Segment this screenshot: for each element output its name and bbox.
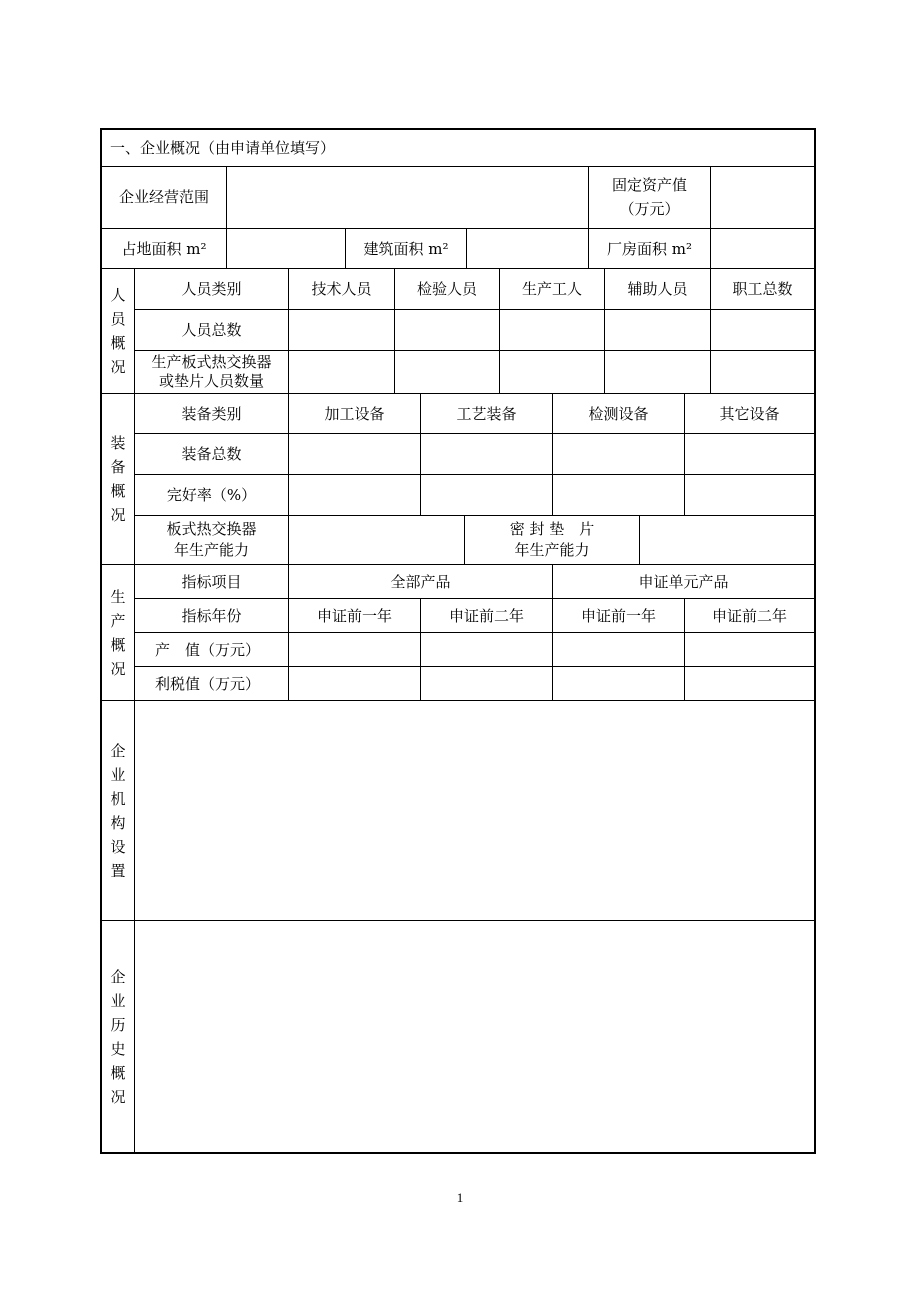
side-char: 况 bbox=[110, 1087, 126, 1106]
input-cell[interactable] bbox=[421, 434, 552, 474]
capacity-gasket-field[interactable] bbox=[640, 516, 814, 564]
input-cell[interactable] bbox=[685, 475, 814, 515]
profit-tax-label: 利税值（万元） bbox=[155, 674, 261, 693]
year-header: 申证前一年 bbox=[580, 606, 656, 625]
equipment-header-processing: 加工设备 bbox=[324, 404, 385, 423]
input-cell[interactable] bbox=[395, 351, 499, 393]
input-cell[interactable] bbox=[605, 351, 710, 393]
input-cell[interactable] bbox=[553, 667, 684, 700]
fixed-assets-label-line2: （万元） bbox=[619, 200, 680, 218]
input-cell[interactable] bbox=[553, 475, 684, 515]
personnel-header-production: 生产工人 bbox=[521, 280, 582, 298]
side-char: 历 bbox=[110, 1015, 126, 1034]
capacity-gasket-label-line2: 年生产能力 bbox=[514, 541, 590, 559]
input-cell[interactable] bbox=[685, 667, 814, 700]
equipment-header-process: 工艺装备 bbox=[456, 404, 517, 423]
personnel-header-technical: 技术人员 bbox=[311, 280, 372, 298]
year-header: 申证前二年 bbox=[448, 606, 524, 625]
capacity-gasket-label bbox=[465, 516, 639, 564]
side-char: 概 bbox=[110, 1063, 126, 1082]
side-char: 生 bbox=[110, 587, 126, 606]
fixed-assets-label-line1: 固定资产值 bbox=[611, 176, 687, 194]
side-char: 概 bbox=[110, 334, 126, 352]
capacity-hx-label-line2: 年生产能力 bbox=[173, 541, 249, 559]
personnel-header-inspection: 检验人员 bbox=[416, 280, 477, 298]
side-char: 概 bbox=[110, 635, 126, 654]
personnel-plate-label-line1: 生产板式热交换器 bbox=[151, 353, 272, 371]
indicator-year-label: 指标年份 bbox=[181, 606, 242, 625]
input-cell[interactable] bbox=[421, 475, 552, 515]
side-char: 机 bbox=[110, 789, 126, 808]
year-header: 申证前一年 bbox=[316, 606, 392, 625]
business-scope-label: 企业经营范围 bbox=[118, 188, 209, 206]
output-value-label: 产 值（万元） bbox=[155, 640, 261, 659]
input-cell[interactable] bbox=[685, 434, 814, 474]
land-area-field[interactable] bbox=[227, 229, 345, 268]
equipment-header-testing: 检测设备 bbox=[588, 404, 649, 423]
production-side-label bbox=[102, 565, 134, 700]
side-char: 产 bbox=[110, 611, 126, 630]
input-cell[interactable] bbox=[395, 310, 499, 350]
organization-side-label bbox=[102, 701, 134, 920]
side-char: 史 bbox=[110, 1039, 126, 1058]
input-cell[interactable] bbox=[500, 310, 604, 350]
section-title: 一、企业概况（由申请单位填写） bbox=[110, 139, 336, 157]
side-char: 况 bbox=[110, 358, 126, 376]
side-char: 业 bbox=[110, 765, 126, 784]
organization-field[interactable] bbox=[135, 701, 814, 920]
side-char: 设 bbox=[110, 837, 126, 856]
personnel-plate-label bbox=[135, 351, 288, 393]
personnel-header-total-staff: 职工总数 bbox=[732, 280, 793, 298]
capacity-hx-field[interactable] bbox=[289, 516, 464, 564]
cert-unit-products-label: 申证单元产品 bbox=[638, 572, 729, 591]
input-cell[interactable] bbox=[500, 351, 604, 393]
input-cell[interactable] bbox=[421, 633, 552, 666]
year-header: 申证前二年 bbox=[711, 606, 787, 625]
enterprise-overview-form bbox=[100, 128, 816, 1154]
land-area-label: 占地面积 m² bbox=[121, 239, 207, 258]
fixed-assets-label bbox=[589, 166, 710, 228]
building-area-label: 建筑面积 m² bbox=[363, 239, 449, 258]
personnel-header-category: 人员类别 bbox=[181, 280, 242, 298]
side-char: 置 bbox=[110, 861, 126, 880]
equipment-rate-label: 完好率（%） bbox=[166, 486, 257, 504]
indicator-item-label: 指标项目 bbox=[181, 572, 242, 591]
capacity-gasket-label-line1: 密 封 垫 片 bbox=[509, 520, 595, 538]
input-cell[interactable] bbox=[289, 351, 394, 393]
input-cell[interactable] bbox=[711, 351, 814, 393]
input-cell[interactable] bbox=[553, 633, 684, 666]
capacity-hx-label bbox=[135, 516, 288, 564]
side-char: 构 bbox=[110, 813, 126, 832]
personnel-header-auxiliary: 辅助人员 bbox=[627, 280, 688, 298]
equipment-header-other: 其它设备 bbox=[719, 404, 780, 423]
personnel-plate-label-line2: 或垫片人员数量 bbox=[158, 372, 264, 390]
all-products-label: 全部产品 bbox=[390, 572, 451, 591]
plant-area-field[interactable] bbox=[711, 229, 814, 268]
input-cell[interactable] bbox=[685, 633, 814, 666]
input-cell[interactable] bbox=[289, 475, 420, 515]
input-cell[interactable] bbox=[289, 310, 394, 350]
input-cell[interactable] bbox=[605, 310, 710, 350]
input-cell[interactable] bbox=[289, 667, 420, 700]
input-cell[interactable] bbox=[711, 310, 814, 350]
equipment-total-label: 装备总数 bbox=[181, 445, 242, 463]
side-char: 员 bbox=[110, 310, 126, 328]
side-char: 备 bbox=[110, 458, 126, 476]
capacity-hx-label-line1: 板式热交换器 bbox=[166, 520, 257, 538]
input-cell[interactable] bbox=[289, 633, 420, 666]
input-cell[interactable] bbox=[421, 667, 552, 700]
input-cell[interactable] bbox=[289, 434, 420, 474]
equipment-header-category: 装备类别 bbox=[181, 404, 242, 423]
history-field[interactable] bbox=[135, 921, 814, 1152]
side-char: 况 bbox=[110, 659, 126, 678]
history-side-label bbox=[102, 921, 134, 1152]
side-char: 装 bbox=[110, 434, 126, 452]
side-char: 业 bbox=[110, 991, 126, 1010]
side-char: 人 bbox=[110, 286, 126, 304]
side-char: 概 bbox=[110, 482, 126, 500]
equipment-side-label bbox=[102, 394, 134, 564]
side-char: 况 bbox=[110, 506, 126, 524]
personnel-side-label bbox=[102, 269, 134, 393]
input-cell[interactable] bbox=[553, 434, 684, 474]
page-number: 1 bbox=[456, 1190, 464, 1205]
side-char: 企 bbox=[110, 967, 126, 986]
side-char: 企 bbox=[110, 741, 126, 760]
business-scope-field[interactable] bbox=[227, 166, 588, 228]
fixed-assets-field[interactable] bbox=[711, 166, 814, 228]
plant-area-label: 厂房面积 m² bbox=[606, 239, 692, 258]
building-area-field[interactable] bbox=[467, 229, 588, 268]
personnel-total-label: 人员总数 bbox=[181, 321, 242, 339]
